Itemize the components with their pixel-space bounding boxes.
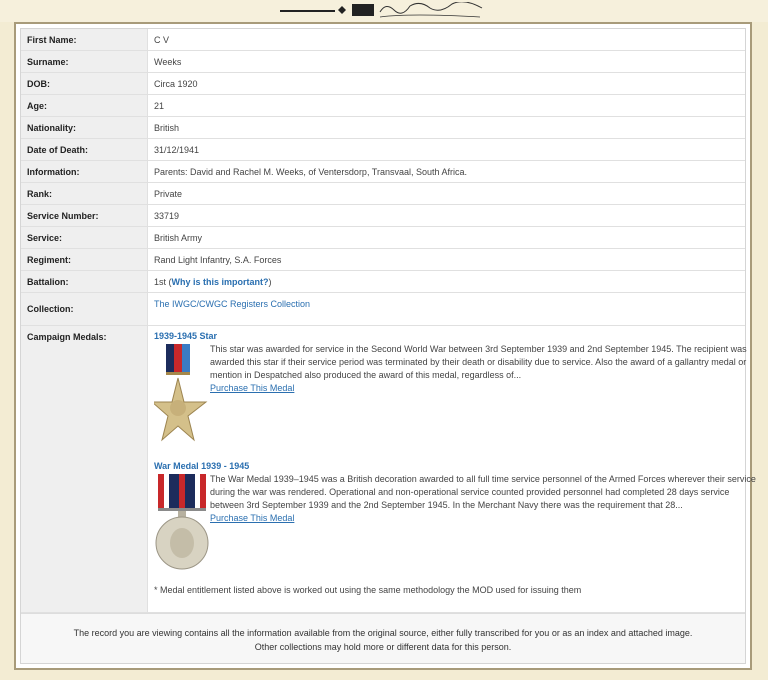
field-row bbox=[21, 29, 745, 51]
purchase-medal-link[interactable]: Purchase This Medal bbox=[210, 383, 295, 393]
field-row bbox=[21, 205, 745, 227]
field-label: Service: bbox=[21, 227, 148, 249]
star-medal-image bbox=[154, 344, 208, 454]
battalion-close: ) bbox=[268, 276, 272, 287]
field-value: Rand Light Infantry, S.A. Forces bbox=[148, 249, 746, 271]
field-row bbox=[21, 95, 745, 117]
field-value: 33719 bbox=[148, 205, 746, 227]
field-label: DOB: bbox=[21, 73, 148, 95]
field-value: 31/12/1941 bbox=[148, 139, 746, 161]
field-label: Date of Death: bbox=[21, 139, 148, 161]
collection-row bbox=[21, 293, 745, 326]
field-label: Battalion: bbox=[21, 271, 148, 293]
collection-link[interactable]: The IWGC/CWGC Registers Collection bbox=[154, 299, 311, 309]
record-table bbox=[21, 29, 756, 613]
field-label: Collection: bbox=[21, 293, 148, 326]
field-label: Nationality: bbox=[21, 117, 148, 139]
field-label: Rank: bbox=[21, 183, 148, 205]
field-value: Weeks bbox=[148, 51, 746, 73]
header-banner bbox=[0, 0, 768, 22]
field-row bbox=[21, 183, 745, 205]
medal-description: The War Medal 1939–1945 was a British decoration awarded to all full time service personnel of the Armed Forces wherever their service during the war was rendered. Operational and non-operational service counted provided personnel had completed 28 days service between 3rd September 1939 and the 2nd September 1945. In the Merchant Navy there was the requirement that 28... bbox=[210, 474, 756, 510]
field-value: Private bbox=[148, 183, 746, 205]
field-label: Age: bbox=[21, 95, 148, 117]
handwritten-register-header-image bbox=[280, 2, 490, 20]
purchase-medal-link[interactable]: Purchase This Medal bbox=[210, 513, 295, 523]
battalion-value bbox=[148, 271, 746, 293]
field-value: Parents: David and Rachel M. Weeks, of Ventersdorp, Transvaal, South Africa. bbox=[148, 161, 746, 183]
medal-title-link[interactable]: 1939-1945 Star bbox=[154, 331, 218, 341]
field-label: Campaign Medals: bbox=[21, 326, 148, 613]
field-row bbox=[21, 139, 745, 161]
field-value: 21 bbox=[148, 95, 746, 117]
record-footer bbox=[21, 613, 745, 663]
field-row bbox=[21, 227, 745, 249]
field-value: British Army bbox=[148, 227, 746, 249]
medal-entitlement-note: * Medal entitlement listed above is worked out using the same methodology the MOD used for issuing them bbox=[154, 585, 582, 595]
field-row bbox=[21, 249, 745, 271]
field-row bbox=[21, 117, 745, 139]
field-row bbox=[21, 73, 745, 95]
field-label: Regiment: bbox=[21, 249, 148, 271]
battalion-row bbox=[21, 271, 745, 293]
field-label: First Name: bbox=[21, 29, 148, 51]
war-medal-image bbox=[154, 474, 214, 584]
footer-line-2: Other collections may hold more or different data for this person. bbox=[254, 642, 512, 652]
campaign-medals-row bbox=[21, 326, 745, 613]
medal-description: This star was awarded for service in the Second World War between 3rd September 1939 and 2nd September 1945. The recipient was awarded this star if their service period was terminated by their death or disability due to service. Also the award of a gallantry medal or mention in Despatched also produced the award of this medal, regardless of... bbox=[210, 344, 747, 380]
field-value: British bbox=[148, 117, 746, 139]
medal-war-medal bbox=[154, 461, 756, 583]
field-label: Information: bbox=[21, 161, 148, 183]
field-row bbox=[21, 51, 745, 73]
record-panel bbox=[14, 22, 756, 670]
field-label: Service Number: bbox=[21, 205, 148, 227]
why-important-link[interactable]: Why is this important? bbox=[171, 276, 269, 287]
field-value: C V bbox=[148, 29, 746, 51]
medal-title-link[interactable]: War Medal 1939 - 1945 bbox=[154, 461, 250, 471]
footer-line-1: The record you are viewing contains all the information available from the original source, either fully transcribed for you or as an index and attached image. bbox=[73, 628, 693, 638]
field-row bbox=[21, 161, 745, 183]
field-label: Surname: bbox=[21, 51, 148, 73]
medal-1939-1945-star bbox=[154, 331, 745, 461]
battalion-text: 1st ( bbox=[154, 276, 172, 287]
field-value: Circa 1920 bbox=[148, 73, 746, 95]
